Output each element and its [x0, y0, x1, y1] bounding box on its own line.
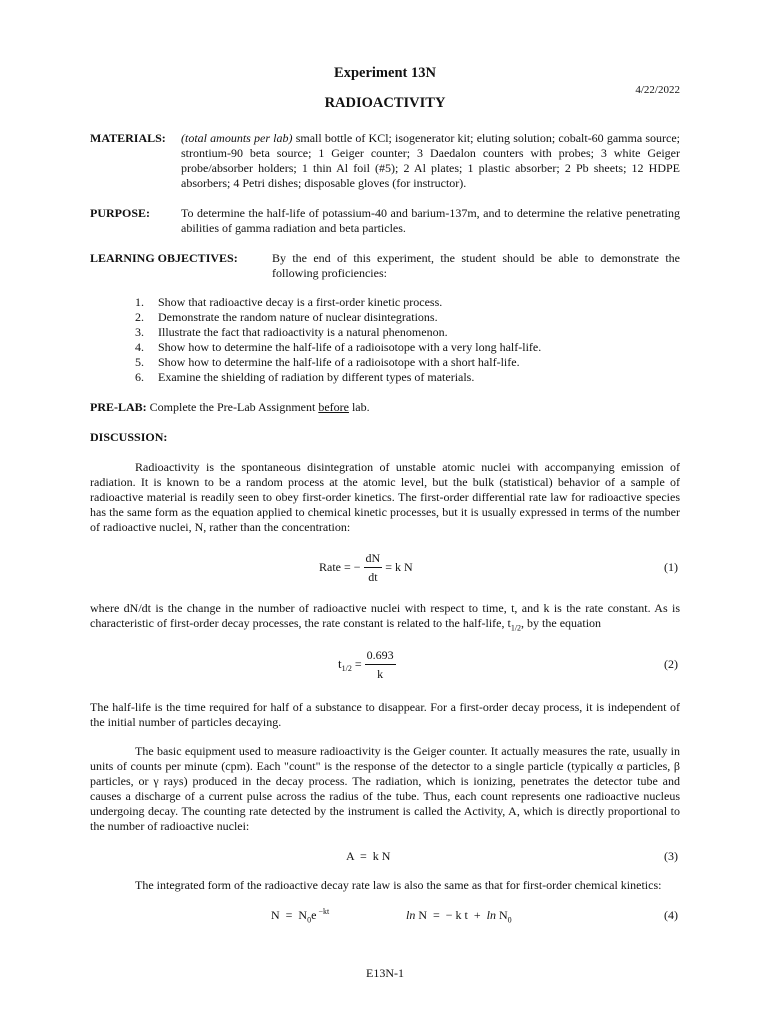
page-number: E13N-1: [366, 966, 404, 980]
equation-4-left: $N = N_0e$ $^{-kt}$: [271, 907, 330, 925]
prelab-text-a: Complete the Pre-Lab Assignment: [149, 400, 319, 414]
equation-1-fraction: $\frac{dN}{dt}$: [365, 551, 381, 584]
discussion-paragraph-4: The basic equipment used to measure radioactivity is the Geiger counter. It actually measures the rate, usually in units of counts per minute (cpm). Each "count" is the response of the detector to a single particle (typically α particles, β particles, or γ rays) produced in the decay process. The radiation, which is ionizing, penetrates the detector tube and causes a discharge of a current pulse across the radius of the tube. Thus, each count represents one radioactive nucleus undergoing decay. The counting rate detected by the instrument is called the Activity, A, which is directly proportional to the number of radioactive nuclei:: [90, 744, 680, 833]
purpose-text: To determine the half-life of potassium-40 and barium-137m, and to determine the relative penetrating abilities of gamma radiation and beta particles.: [181, 206, 680, 235]
experiment-title: Experiment 13N: [334, 65, 436, 81]
list-item: 4. Show how to determine the half-life of a radioisotope with a very long half-life.: [135, 340, 542, 354]
equation-2: $t_{1/2}$ = $\frac{0.693}{k}$: [338, 648, 394, 681]
equation-3: A = k N: [346, 849, 391, 863]
equation-2-fraction: $\frac{0.693}{k}$: [366, 648, 394, 681]
list-item: 1. Show that radioactive decay is a first-order kinetic process.: [135, 295, 443, 309]
materials-body: small bottle of KCl; isogenerator kit; eluting solution; cobalt-60 gamma source; strontium-90 beta source; 1 Geiger counter; 3 Daedalon counters with probes; 3 white Geiger probe/absorber holders; 1 thin Al foil (#5); 2 Al plates; 1 plastic absorber; 2 Pb sheets; 12 HDPE absorbers; 4 Petri dishes; disposable gloves (for instructor).: [181, 131, 680, 190]
prelab-line: [90, 400, 370, 415]
list-item: 5. Show how to determine the half-life of a radioisotope with a short half-life.: [135, 355, 520, 369]
equation-2-number: (2): [664, 657, 678, 671]
prelab-label: PRE-LAB:: [90, 400, 147, 414]
discussion-paragraph-5: The integrated form of the radioactive decay rate law is also the same as that for first-order chemical kinetics:: [135, 878, 662, 892]
objectives-text: By the end of this experiment, the student should be able to demonstrate the following proficiencies:: [272, 251, 680, 280]
objectives-list: [135, 295, 680, 385]
purpose-label: PURPOSE:: [90, 206, 150, 220]
list-item: 3. Illustrate the fact that radioactivity is a natural phenomenon.: [135, 325, 448, 339]
objectives-label: LEARNING OBJECTIVES:: [90, 251, 238, 265]
discussion-label: DISCUSSION:: [90, 430, 168, 444]
materials-text: [181, 131, 680, 191]
document-date: 4/22/2022: [635, 84, 680, 96]
equation-3-number: (3): [664, 849, 678, 863]
materials-label: MATERIALS:: [90, 131, 166, 145]
document-subtitle: RADIOACTIVITY: [324, 95, 446, 111]
equation-1-number: (1): [664, 560, 678, 574]
prelab-text-b: lab.: [348, 400, 370, 414]
equation-1: Rate = − $\frac{dN}{dt}$ = k N: [319, 551, 413, 584]
list-item: 6. Examine the shielding of radiation by different types of materials.: [135, 370, 475, 384]
list-item: 2. Demonstrate the random nature of nuclear disintegrations.: [135, 310, 438, 324]
prelab-underlined: before: [318, 400, 349, 414]
materials-italic: (total amounts per lab): [181, 131, 293, 145]
equation-4-number: (4): [664, 908, 678, 922]
discussion-paragraph-2: where dN/dt is the change in the number of radioactive nuclei with respect to time, t, and k is the rate constant. As is characteristic of first-order decay processes, the rate constant is related to the half-life, $t_{1/2}$, by the equation: [90, 601, 680, 633]
discussion-paragraph-3: The half-life is the time required for half of a substance to disappear. For a first-order decay process, it is independent of the initial number of particles decaying.: [90, 700, 680, 729]
discussion-paragraph-1: Radioactivity is the spontaneous disintegration of unstable atomic nuclei with accompanying emission of radiation. It is known to be a random process at the atomic level, but the bulk (statistical) behavior of a sample of radioactive material is readily seen to obey first-order kinetics. The first-order differential rate law for radioactive species has the same form as the equation applied to chemical kinetic processes, but it is usually expressed in terms of the number of radioactive nuclei, N, rather than the concentration:: [90, 460, 680, 534]
equation-4-right: ln N = − k $t + \ln N_0$: [406, 908, 512, 925]
